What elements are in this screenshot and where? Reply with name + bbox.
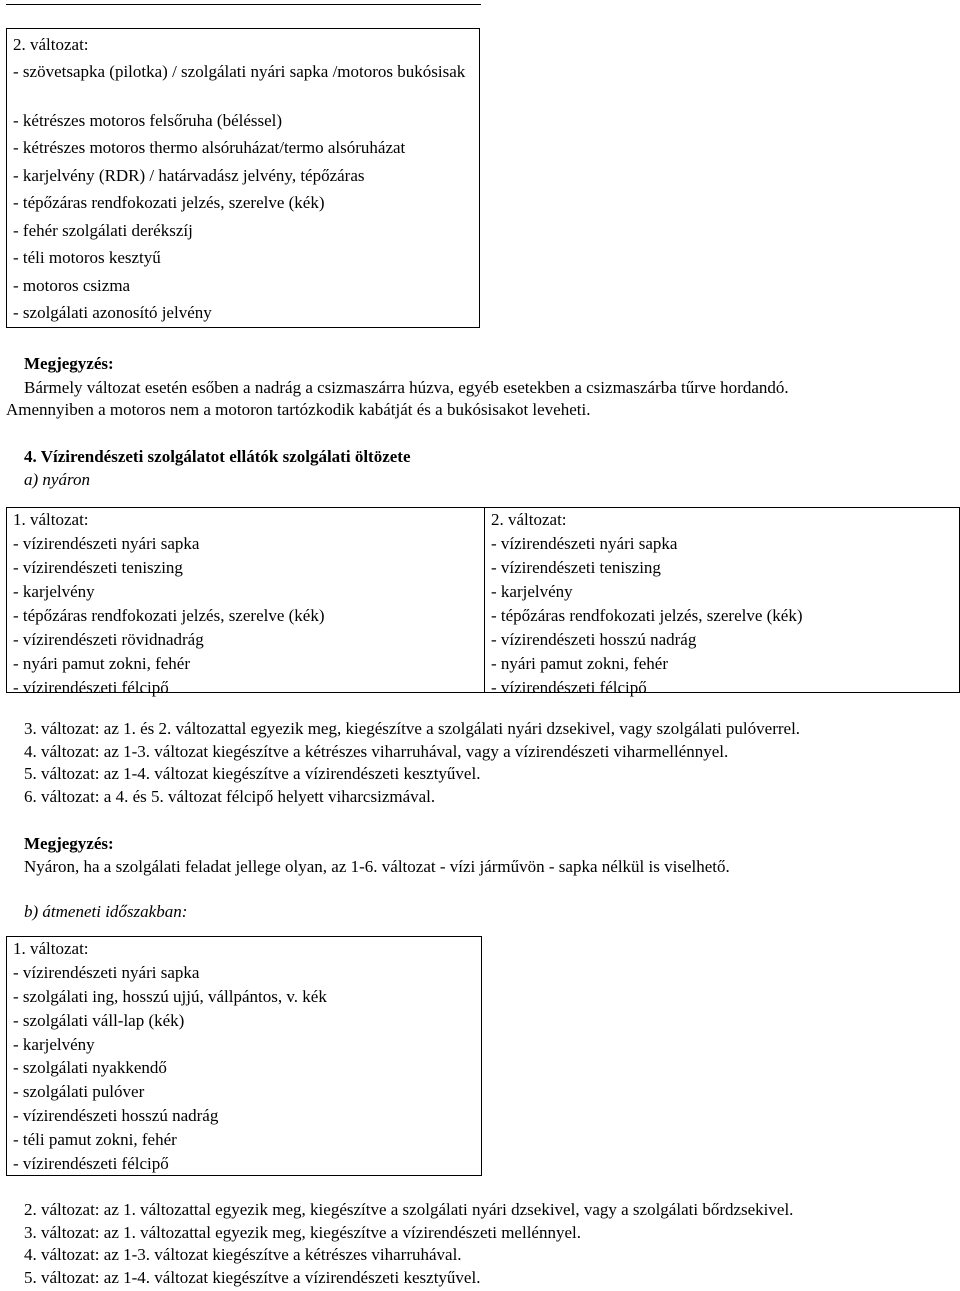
summer-variant2-column <box>485 508 959 697</box>
section4-heading: 4. Vízirendészeti szolgálatot ellátók szolgálati öltözete <box>24 447 411 466</box>
transition-variant-line: 5. változat: az 1-4. változat kiegészítve a vízirendészeti kesztyűvel. <box>24 1267 481 1287</box>
list-item: - vízirendészeti teniszing <box>13 558 183 577</box>
list-item: - szolgálati azonosító jelvény <box>13 303 212 322</box>
list-item: - kétrészes motoros thermo alsóruházat/termo alsóruházat <box>13 138 406 157</box>
list-item: - karjelvény <box>491 582 573 601</box>
list-item: - szolgálati pulóver <box>13 1082 145 1102</box>
list-item: - vízirendészeti hosszú nadrág <box>13 1106 219 1126</box>
note1-line2: Amennyiben a motoros nem a motoron tartózkodik kabátját és a bukósisakot leveheti. <box>6 400 591 419</box>
summer-variant1-title: 1. változat: <box>13 510 89 529</box>
summer-variant-line: 6. változat: a 4. és 5. változat félcipő helyett viharcsizmával. <box>24 786 436 806</box>
list-item: - tépőzáras rendfokozati jelzés, szerelve (kék) <box>13 606 325 625</box>
transition-variant-list <box>24 1199 793 1289</box>
list-item: - vízirendészeti nyári sapka <box>491 534 678 553</box>
section4-sub-a: a) nyáron <box>24 470 90 489</box>
list-item: - vízirendészeti rövidnadrág <box>13 630 204 649</box>
transition-variant-line: 2. változat: az 1. változattal egyezik meg, kiegészítve a szolgálati nyári dzsekivel, vagy a szolgálati bőrdzsekivel. <box>24 1200 794 1219</box>
list-item: - szolgálati váll-lap (kék) <box>13 1010 185 1030</box>
transition-variant1-box <box>6 936 482 1176</box>
list-item: - szolgálati ing, hosszú ujjú, vállpántos, v. kék <box>13 986 327 1006</box>
summer-variant1-column <box>7 508 485 697</box>
list-item: - fehér szolgálati derékszíj <box>13 220 193 240</box>
transition-variant1-title: 1. változat: <box>13 939 89 958</box>
note2-heading: Megjegyzés: <box>24 834 114 853</box>
list-item: - szövetsapka (pilotka) / szolgálati nyári sapka /motoros bukósisak <box>13 61 466 81</box>
list-item: - motoros csizma <box>13 275 131 295</box>
list-item: - vízirendészeti félcipő <box>13 678 169 697</box>
list-item: - karjelvény <box>13 582 95 601</box>
note1-heading: Megjegyzés: <box>24 354 114 373</box>
list-item: - tépőzáras rendfokozati jelzés, szerelve (kék) <box>13 193 325 212</box>
list-item: - vízirendészeti félcipő <box>491 678 647 697</box>
transition-variant-line: 3. változat: az 1. változattal egyezik meg, kiegészítve a vízirendészeti mellénnyel. <box>24 1222 581 1242</box>
list-item: - szolgálati nyakkendő <box>13 1058 167 1078</box>
list-item: - vízirendészeti félcipő <box>13 1154 169 1174</box>
transition-variant-line: 4. változat: az 1-3. változat kiegészítve a kétrészes viharruhával. <box>24 1245 462 1264</box>
list-item: - vízirendészeti nyári sapka <box>13 962 200 982</box>
summer-variant-list <box>24 718 800 808</box>
list-item: - karjelvény (RDR) / határvadász jelvény, tépőzáras <box>13 165 365 185</box>
variant2-title: 2. változat: <box>13 35 89 54</box>
summer-variant-line: 4. változat: az 1-3. változat kiegészítve a kétrészes viharruhával, vagy a vízirendészeti viharmellénnyel. <box>24 741 729 761</box>
note2-text: Nyáron, ha a szolgálati feladat jellege olyan, az 1-6. változat - vízi járművön - sapka nélkül is viselhető. <box>24 857 730 876</box>
variant2-box <box>6 28 480 328</box>
summer-variant-line: 3. változat: az 1. és 2. változattal egyezik meg, kiegészítve a szolgálati nyári dzsekivel, vagy szolgálati pulóverrel. <box>24 719 801 738</box>
list-item: - vízirendészeti hosszú nadrág <box>491 630 697 649</box>
list-item: - nyári pamut zokni, fehér <box>13 654 191 673</box>
list-item: - téli pamut zokni, fehér <box>13 1130 177 1150</box>
summer-variant-line: 5. változat: az 1-4. változat kiegészítve a vízirendészeti kesztyűvel. <box>24 764 481 783</box>
summer-variants-table <box>6 507 960 697</box>
list-item: - karjelvény <box>13 1034 95 1054</box>
list-item: - kétrészes motoros felsőruha (béléssel) <box>13 110 283 130</box>
list-item: - téli motoros kesztyű <box>13 248 161 267</box>
top-rule <box>6 4 481 5</box>
list-item: - nyári pamut zokni, fehér <box>491 654 669 673</box>
list-item: - tépőzáras rendfokozati jelzés, szerelve (kék) <box>491 606 803 625</box>
summer-variant2-title: 2. változat: <box>491 510 567 529</box>
list-item: - vízirendészeti nyári sapka <box>13 534 200 553</box>
list-item: - vízirendészeti teniszing <box>491 558 661 577</box>
section4-sub-b: b) átmeneti időszakban: <box>24 902 188 921</box>
note1-line1: Bármely változat esetén esőben a nadrág a csizmaszárra húzva, egyéb esetekben a csizmaszárba tűrve hordandó. <box>24 378 789 397</box>
